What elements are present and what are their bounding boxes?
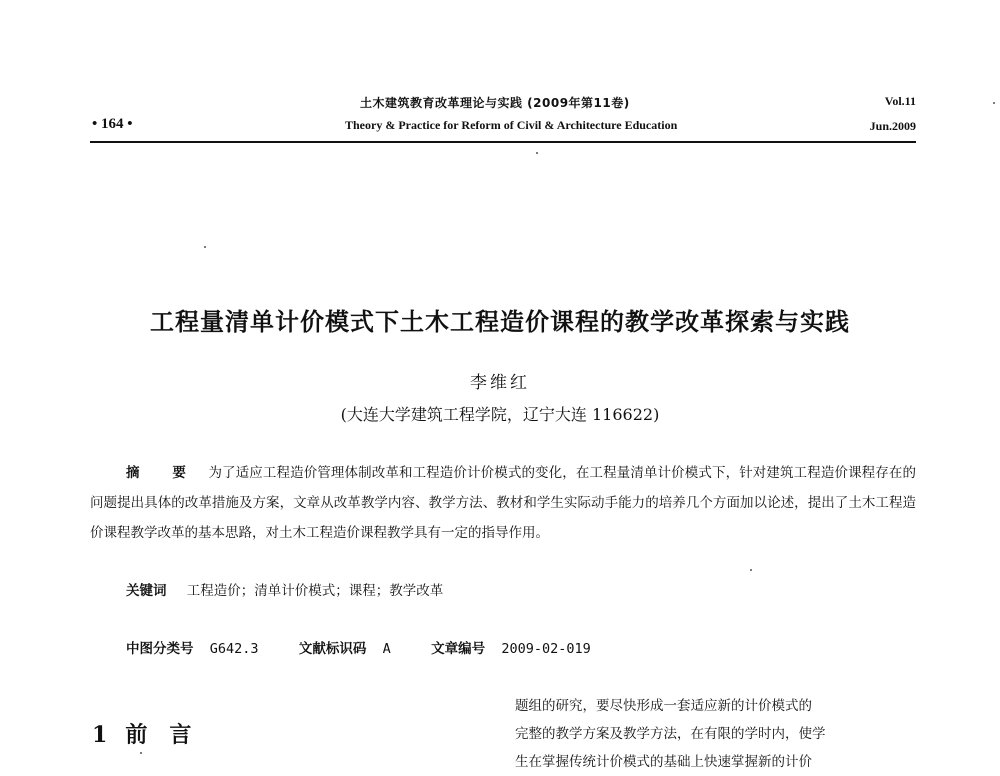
clc-value: G642.3 (209, 641, 259, 657)
section-number: 1 (92, 722, 108, 748)
keywords (126, 579, 443, 599)
issue-date: Jun.2009 (869, 119, 916, 133)
clc-label: 中图分类号 (126, 641, 194, 657)
doc-code-label: 文献标识码 (298, 641, 367, 657)
body-line: 生在掌握传统计价模式的基础上快速掌握新的计价 (515, 754, 812, 770)
section-heading-introduction (92, 718, 213, 749)
scan-speck (993, 102, 995, 104)
doc-code-value: A (382, 641, 391, 657)
article-number-label: 文章编号 (431, 641, 486, 657)
author-name: 李维红 (470, 373, 530, 393)
abstract (90, 458, 916, 548)
scan-speck (204, 246, 206, 248)
section-title: 前言 (125, 722, 214, 748)
article-title: 工程量清单计价模式下土木工程造价课程的教学改革探索与实践 (150, 308, 850, 336)
body-line: 题组的研究，要尽快形成一套适应新的计价模式的 (515, 698, 812, 714)
abstract-text: 为了适应工程造价管理体制改革和工程造价计价模式的变化，在工程量清单计价模式下，针对建筑工程造价课程存在的问题提出具体的改革措施及方案，文章从改革教学内容、教学方法、教材和学生实际动手能力的培养几个方面加以论述，提出了土木工程造价课程教学改革的基本思路，对土木工程造价课程教学具有一定的指导作用。 (90, 465, 916, 541)
article-number-value: 2009-02-019 (501, 641, 591, 657)
classification-line (126, 637, 627, 657)
body-line: 完整的教学方案及教学方法，在有限的学时内，使学 (515, 726, 826, 742)
author-affiliation: (大连大学建筑工程学院，辽宁大连 116622) (340, 405, 660, 424)
page-number: • 164 • (92, 116, 133, 132)
abstract-label: 摘 要 (126, 465, 201, 481)
journal-title-english: Theory & Practice for Reform of Civil & Architecture Education (345, 118, 678, 132)
journal-title-chinese: 土木建筑教育改革理论与实践 (2009年第11卷) (360, 96, 630, 110)
scan-speck (750, 569, 752, 571)
keywords-label: 关键词 (126, 583, 167, 599)
scan-speck (536, 152, 538, 154)
volume-label: Vol.11 (884, 94, 916, 108)
header-rule (90, 141, 916, 143)
body-text-column (515, 692, 915, 776)
keywords-text: 工程造价；清单计价模式；课程；教学改革 (186, 583, 444, 599)
scan-speck (140, 752, 142, 754)
